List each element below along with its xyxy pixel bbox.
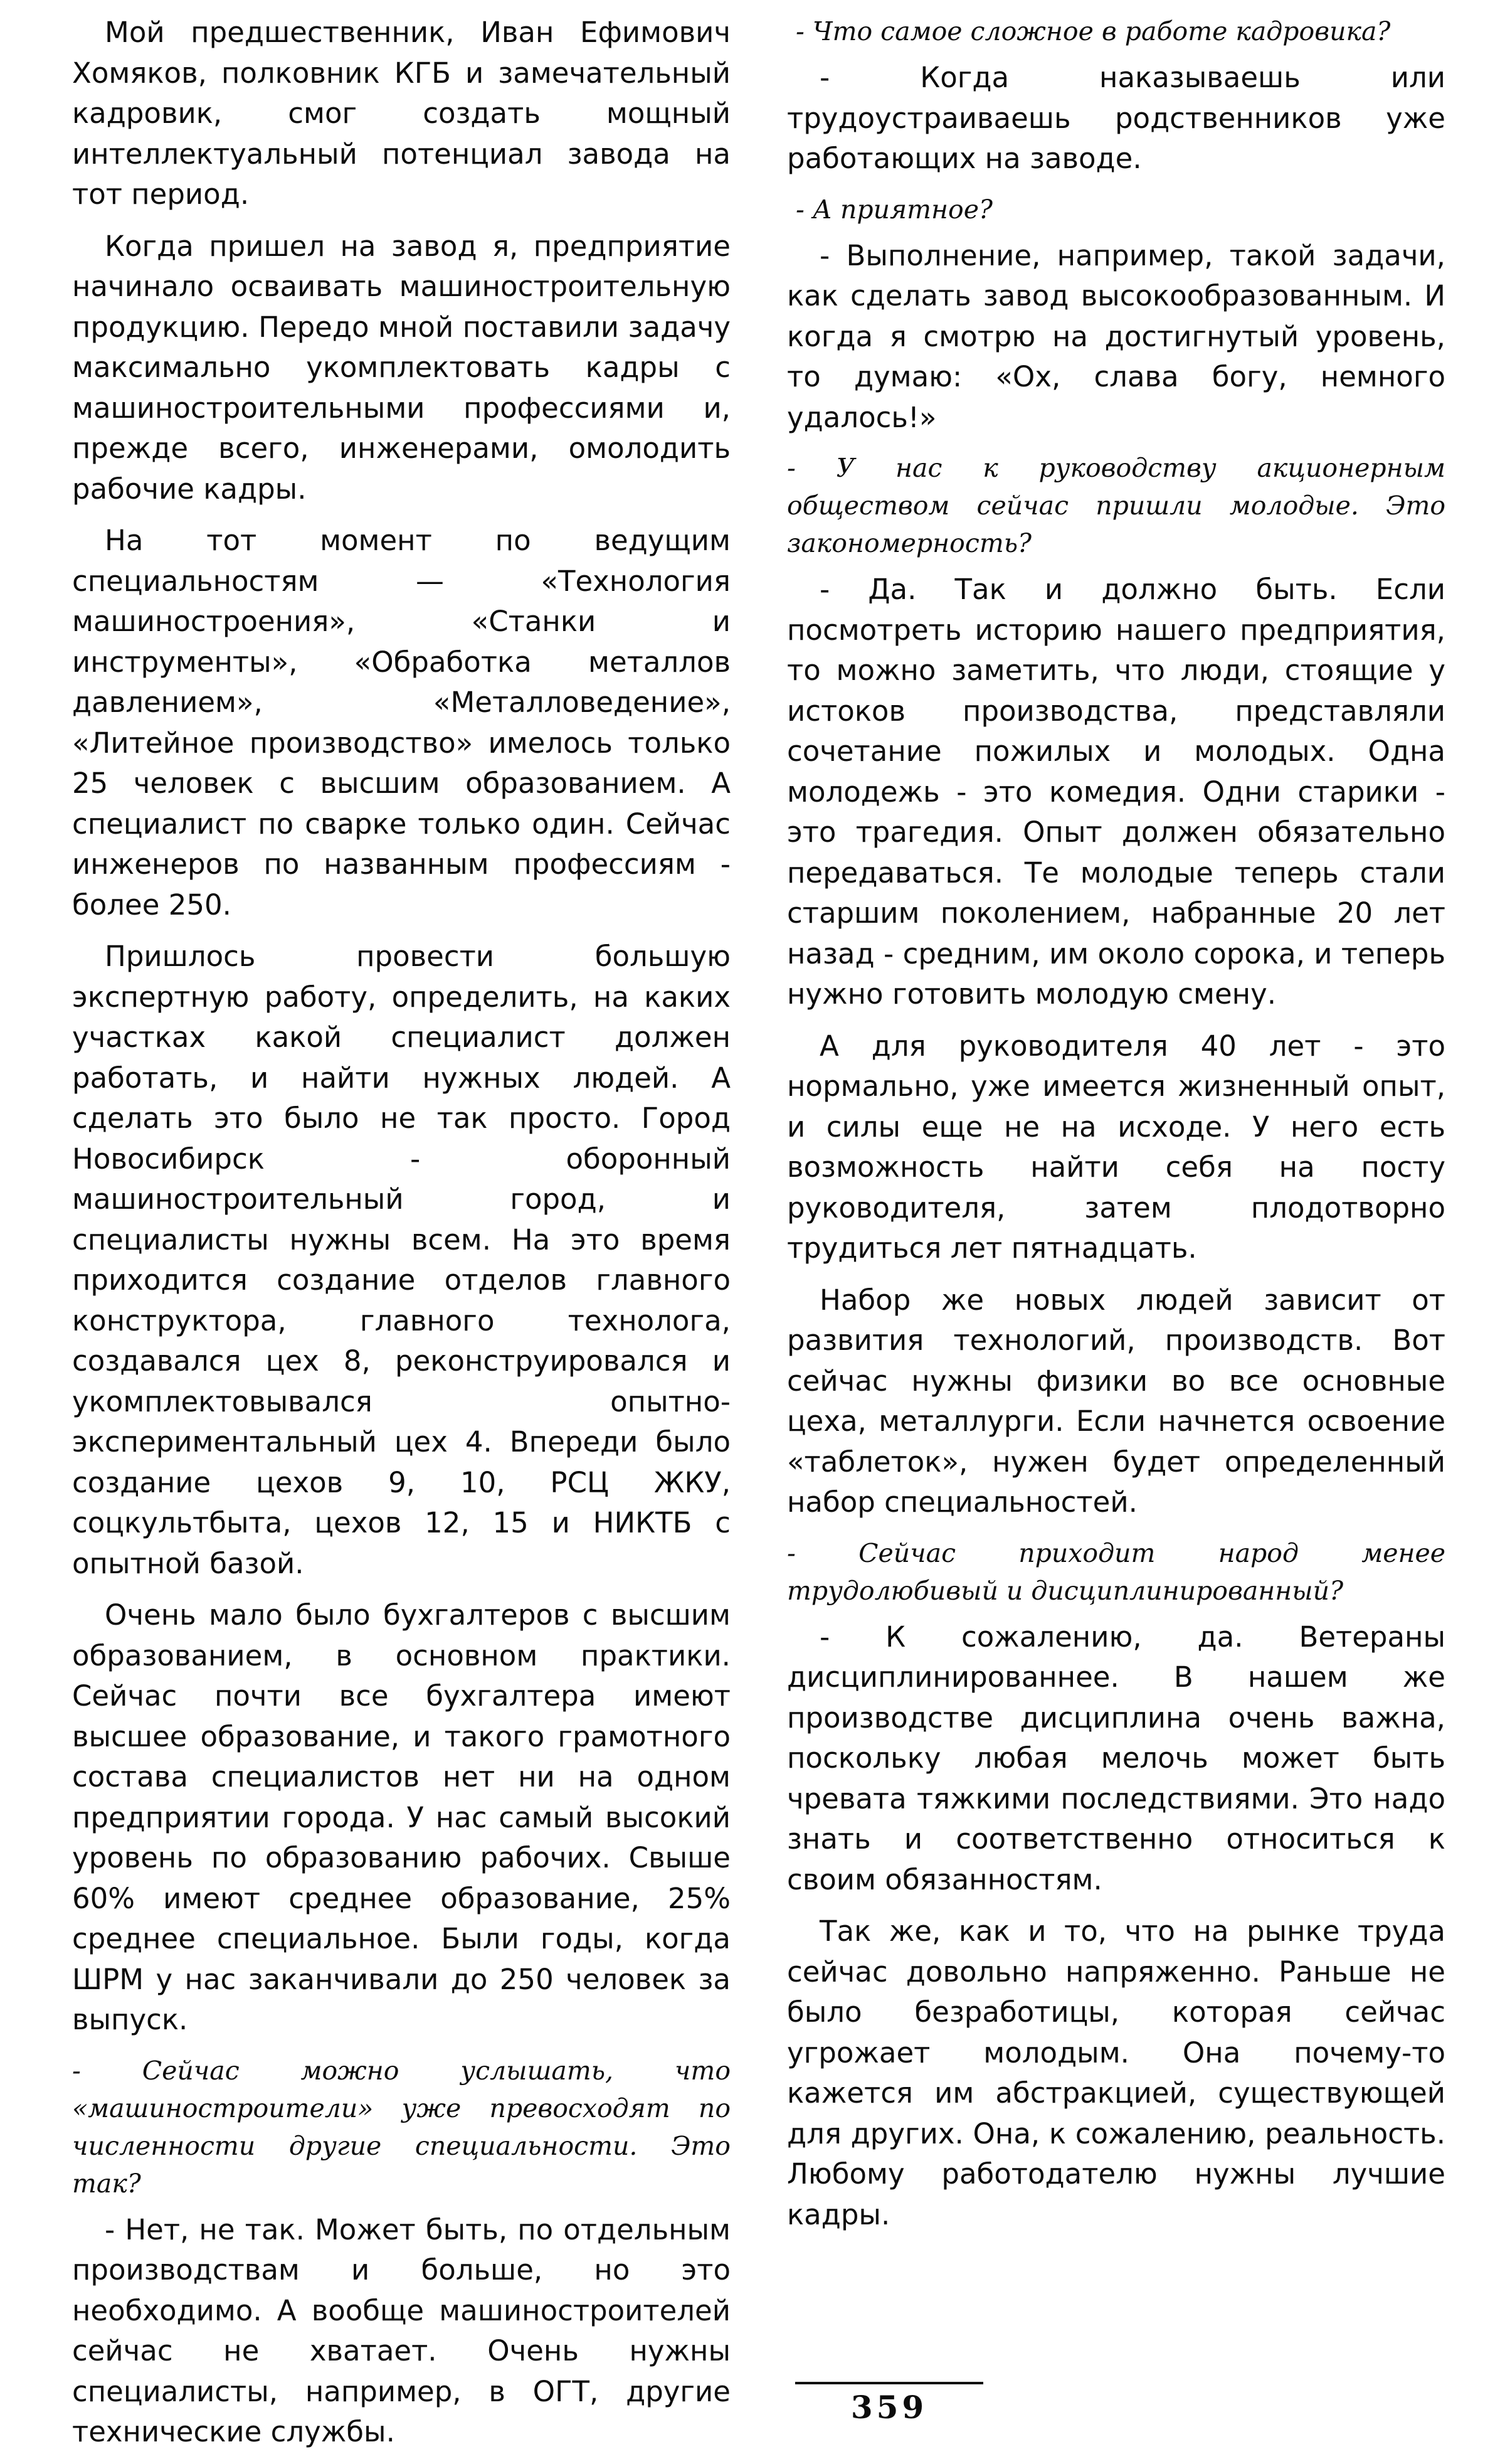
paragraph: На тот момент по ведущим специальностям — «Технология машиностроения», «Станки и инструменты», «Обработка металлов давлением», «Металловедение», «Литейное производство» имелось только 25 человек с высшим образованием. А специалист по сварке только один. Сейчас инженеров по названным профессиям - более 250.: [72, 524, 731, 921]
paragraph: А для руководителя 40 лет - это нормально, уже имеется жизненный опыт, и силы еще не на исходе. У него есть возможность найти себя на посту руководителя, затем плодотворно трудиться лет пятнадцать.: [787, 1029, 1445, 1265]
interview-question: - А приятное?: [796, 194, 993, 225]
interview-answer: - Нет, не так. Может быть, по отдельным производствам и больше, но это необходимо. А вообще машиностроителей сейчас не хватает. Очень нужны специалисты, например, в ОГТ, другие технические службы.: [72, 2212, 731, 2448]
paragraph: Мой предшественник, Иван Ефимович Хомяков, полковник КГБ и замечательный кадровик, смог создать мощный интеллектуальный потенциал завода на тот период.: [72, 16, 731, 211]
interview-answer: - Да. Так и должно быть. Если посмотреть историю нашего предприятия, то можно заметить, что люди, стоящие у истоков производства, представляли сочетание пожилых и молодых. Одна молодежь - это комедия. Одни старики - это трагедия. Опыт должен обязательно передаваться. Те молодые теперь стали старшим поколением, набранные 20 лет назад - средним, им около сорока, и теперь нужно готовить молодую смену.: [787, 573, 1445, 1011]
paragraph: Набор же новых людей зависит от развития технологий, производств. Вот сейчас нужны физики во все основные цеха, металлурги. Если начнется освоение «таблеток», нужен будет определенный набор специальностей.: [787, 1283, 1445, 1519]
left-column: [72, 13, 731, 2464]
paragraph: Так же, как и то, что на рынке труда сейчас довольно напряженно. Раньше не было безработицы, которая сейчас угрожает молодым. Она почему-то кажется им абстракцией, существующей для других. Она, к сожалению, реальность. Любому работодателю нужны лучшие кадры.: [787, 1914, 1445, 2231]
interview-question: - Что самое сложное в работе кадровика?: [796, 16, 1391, 46]
paragraph: Очень мало было бухгалтеров с высшим образованием, в основном практики. Сейчас почти все бухгалтера имеют высшее образование, и такого грамотного состава специалистов нет ни на одном предприятии города. У нас самый высокий уровень по образованию рабочих. Свыше 60% имеют среднее образование, 25% среднее специальное. Были годы, когда ШРМ у нас заканчивали до 250 человек за выпуск.: [72, 1598, 731, 2036]
page-number: 359: [850, 2389, 928, 2426]
interview-question: - Сейчас приходит народ менее трудолюбивый и дисциплинированный?: [787, 1537, 1445, 1606]
interview-answer: - Выполнение, например, такой задачи, как сделать завод высокообразованным. И когда я смотрю на достигнутый уровень, то думаю: «Ох, слава богу, немного удалось!»: [787, 238, 1445, 434]
interview-question: - Сейчас можно услышать, что «машиностроители» уже превосходят по численности другие специальности. Это так?: [72, 2055, 731, 2199]
interview-answer: - К сожалению, да. Ветераны дисциплинированнее. В нашем же производстве дисциплина очень важна, поскольку любая мелочь может быть чревата тяжкими последствиями. Это надо знать и соответственно относиться к своим обязанностям.: [787, 1620, 1445, 1896]
paragraph: Когда пришел на завод я, предприятие начинало осваивать машиностроительную продукцию. Передо мной поставили задачу максимально укомплектовать кадры с машиностроительными профессиями и, прежде всего, инженерами, омолодить рабочие кадры.: [72, 229, 731, 506]
interview-question: - У нас к руководству акционерным обществом сейчас пришли молодые. Это закономерность?: [787, 453, 1445, 558]
paragraph: Пришлось провести большую экспертную работу, определить, на каких участках какой специалист должен работать, и найти нужных людей. А сделать это было не так просто. Город Новосибирск - оборонный машиностроительный город, и специалисты нужны всем. На это время приходится создание отделов главного конструктора, главного технолога, создавался цех 8, реконструировался и укомплектовывался опытно-экспериментальный цех 4. Впереди было создание цехов 9, 10, РСЦ ЖКУ, соцкультбыта, цехов 12, 15 и НИКТБ с опытной базой.: [72, 940, 731, 1580]
interview-answer: - Когда наказываешь или трудоустраиваешь родственников уже работающих на заводе.: [787, 61, 1445, 175]
right-column: [787, 13, 1445, 2246]
footer-rule: [795, 2382, 983, 2384]
